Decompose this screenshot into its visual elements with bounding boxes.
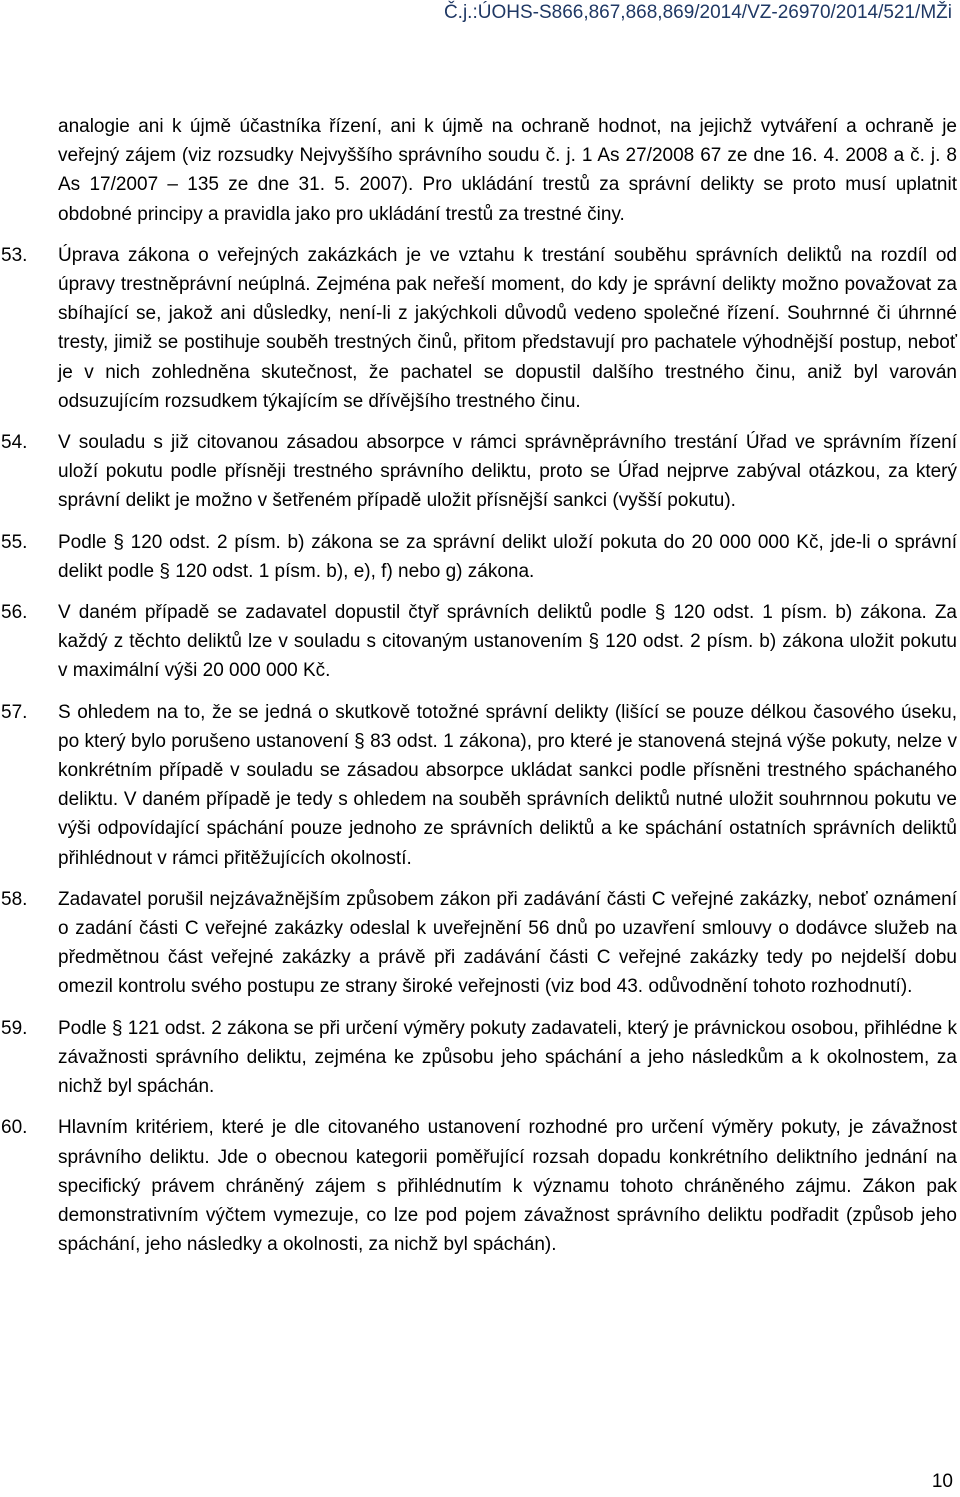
paragraph-59 — [1, 1014, 957, 1102]
paragraph-text: Podle § 120 odst. 2 písm. b) zákona se za správní delikt uloží pokuta do 20 000 000 Kč, jde-li o správní delikt podle § 120 odst. 1 písm. b), e), f) nebo g) zákona. — [58, 531, 957, 582]
paragraph-text: V souladu s již citovanou zásadou absorpce v rámci správněprávního trestání Úřad ve správním řízení uloží pokutu podle přísněji trestného správního deliktu, proto se Úřad nejprve zabýval otázkou, za který správní delikt je možno v šetřeném případě uložit přísnější sankci (vyšší pokutu). — [58, 432, 957, 512]
paragraph-text: V daném případě se zadavatel dopustil čtyř správních deliktů podle § 120 odst. 1 písm. b) zákona. Za každý z těchto deliktů lze v souladu s citovaným ustanovením § 120 odst. 2 písm. b) zákona uložit pokutu v maximální výši 20 000 000 Kč. — [58, 602, 957, 682]
paragraph-number: 58. — [1, 888, 28, 910]
page-number: 10 — [931, 1471, 953, 1492]
document-reference: Č.j.:ÚOHS-S866,867,868,869/2014/VZ-26970/2014/521/MŽi — [443, 2, 952, 23]
paragraph-53 — [1, 241, 957, 416]
paragraph-54 — [1, 428, 957, 516]
paragraph-number: 53. — [1, 244, 28, 266]
paragraph-number: 56. — [1, 602, 28, 624]
lead-paragraph: analogie ani k újmě účastníka řízení, ani k újmě na ochraně hodnot, na jejichž vytváření a ochraně je veřejný zájem (viz rozsudky Nejvyššího správního soudu č. j. 1 As 27/2008 67 ze dne 16. 4. 2008 a č. j. 8 As 17/2007 – 135 ze dne 31. 5. 2007). Pro ukládání trestů za správní delikty se proto musí uplatnit obdobné principy a pravidla jako pro ukládání trestů za trestné činy. — [58, 116, 957, 225]
paragraph-58 — [1, 885, 957, 1002]
document-body — [1, 112, 957, 1271]
paragraph-text: Podle § 121 odst. 2 zákona se při určení výměry pokuty zadavateli, který je právnickou osobou, přihlédne k závažnosti správního deliktu, zejména ke způsobu jeho spáchání a jeho následkům a k okolnostem, za nichž byl spáchán. — [58, 1017, 957, 1098]
paragraph-text: S ohledem na to, že se jedná o skutkově totožné správní delikty (lišící se pouze délkou časového úseku, po který bylo porušeno ustanovení § 83 odst. 1 zákona), pro které je stanovená stejná výše pokuty, nelze v konkrétním případě v souladu se zásadou absorpce ukládat sankci podle přísněni trestného spáchaného deliktu. V daném případě je tedy s ohledem na souběh správních deliktů nutné uložit souhrnnou pokutu ve výši odpovídající spáchání pouze jednoho ze správních deliktů a ke spáchání ostatních správních deliktů přihlédnout v rámci přitěžujících okolností. — [58, 701, 957, 869]
paragraph-number: 54. — [1, 432, 28, 454]
paragraph-number: 57. — [1, 701, 28, 723]
paragraph-57 — [1, 698, 957, 873]
paragraph-56 — [1, 598, 957, 686]
paragraph-55 — [1, 528, 957, 586]
paragraph-number: 55. — [1, 531, 28, 553]
paragraph-number: 60. — [1, 1117, 28, 1139]
numbered-paragraphs — [1, 241, 957, 1260]
paragraph-text: Úprava zákona o veřejných zakázkách je ve vztahu k trestání souběhu správních deliktů na rozdíl od úpravy trestněprávní neúplná. Zejména pak neřeší moment, do kdy je správní delikty možno považovat za sbíhající se, jakož ani důsledky, není-li z jakýchkoli důvodů vedeno společné řízení. Souhrnné či úhrnné tresty, jimiž se postihuje souběh trestných činů, přitom představují pro pachatele výhodnější postup, neboť je v nich zohledněna skutečnost, že pachatel se dopustil dalšího trestného činu, aniž byl varován odsuzujícím rozsudkem týkajícím se dřívějšího trestného činu. — [58, 244, 957, 412]
paragraph-number: 59. — [1, 1017, 28, 1039]
paragraph-60 — [1, 1113, 957, 1259]
paragraph-text: Zadavatel porušil nejzávažnějším způsobem zákon při zadávání části C veřejné zakázky, neboť oznámení o zadání části C veřejné zakázky odeslal k uveřejnění 56 dnů po uzavření smlouvy o dodávce služeb na předmětnou část veřejné zakázky a právě při zadávání části C veřejné zakázky tedy po nejdelší dobu omezil kontrolu svého postupu ze strany široké veřejnosti (viz bod 43. odůvodnění tohoto rozhodnutí). — [58, 888, 957, 998]
paragraph-text: Hlavním kritériem, které je dle citovaného ustanovení rozhodné pro určení výměry pokuty, je závažnost správního deliktu. Jde o obecnou kategorii poměřující rozsah dopadu konkrétního deliktního jednání na specifický právem chráněný zájem s přihlédnutím k významu tohoto chráněného zájmu. Zákon pak demonstrativním výčtem vymezuje, co lze pod pojem závažnost správního deliktu podřadit (způsob jeho spáchání, jeho následky a okolnosti, za nichž byl spáchán). — [58, 1117, 957, 1256]
